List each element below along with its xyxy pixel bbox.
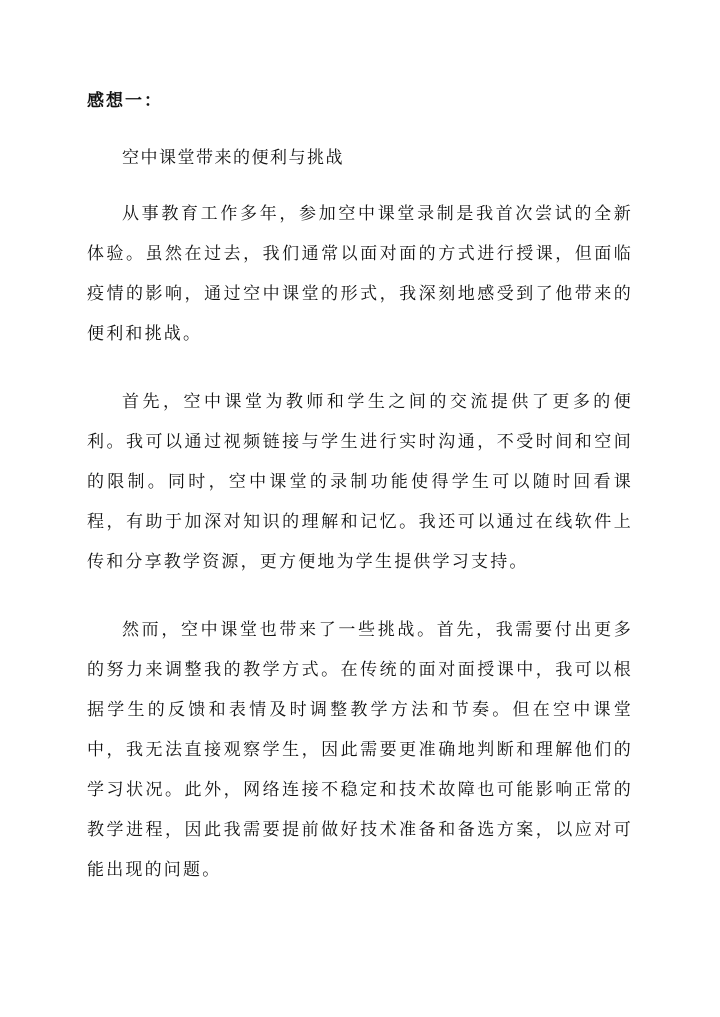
paragraph-benefits: 首先，空中课堂为教师和学生之间的交流提供了更多的便利。我可以通过视频链接与学生进行实时沟通，不受时间和空间的限制。同时，空中课堂的录制功能使得学生可以随时回看课程，有助于加深对知识的理解和记忆。我还可以通过在线软件上传和分享教学资源，更方便地为学生提供学习支持。 [87, 392, 633, 572]
paragraph-challenges: 然而，空中课堂也带来了一些挑战。首先，我需要付出更多的努力来调整我的教学方式。在传统的面对面授课中，我可以根据学生的反馈和表情及时调整教学方法和节奏。但在空中课堂中，我无法直接观察学生，因此需要更准确地判断和理解他们的学习状况。此外，网络连接不稳定和技术故障也可能影响正常的教学进程，因此我需要提前做好技术准备和备选方案，以应对可能出现的问题。 [87, 620, 633, 880]
paragraph-intro: 从事教育工作多年，参加空中课堂录制是我首次尝试的全新体验。虽然在过去，我们通常以面对面的方式进行授课，但面临疫情的影响，通过空中课堂的形式，我深刻地感受到了他带来的便利和挑战。 [87, 204, 633, 344]
essay-title: 空中课堂带来的便利与挑战 [122, 148, 344, 168]
section-heading: 感想一： [87, 91, 163, 111]
